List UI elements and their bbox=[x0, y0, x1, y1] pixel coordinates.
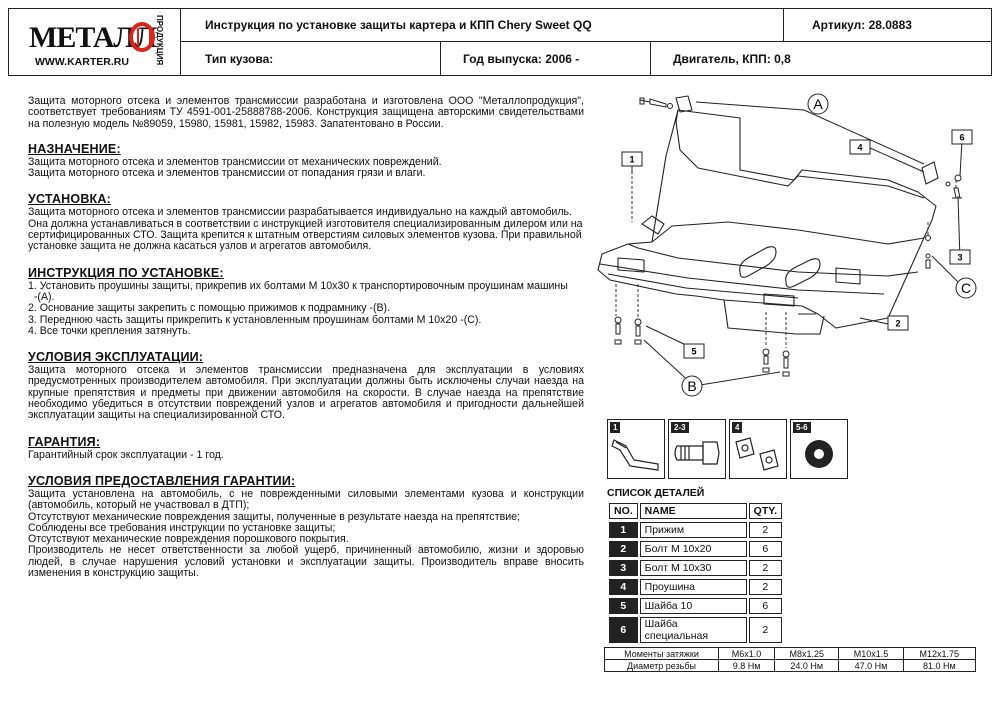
part-no: 1 bbox=[609, 522, 638, 538]
logo-emblem-icon bbox=[129, 22, 155, 52]
table-row bbox=[609, 617, 782, 643]
section-heading: НАЗНАЧЕНИЕ: bbox=[28, 141, 121, 156]
body-type: Тип кузова: bbox=[181, 42, 441, 75]
point-label: B bbox=[687, 378, 697, 394]
part-no: 2 bbox=[609, 541, 638, 557]
icon-tag: 4 bbox=[732, 422, 742, 433]
warranty-section bbox=[28, 434, 584, 461]
torque-cell: 47.0 Нм bbox=[839, 660, 903, 672]
callout-label: 2 bbox=[895, 318, 901, 329]
torque-cell: M10x1.5 bbox=[839, 648, 903, 660]
instruction-step: 3. Переднюю часть защиты прикрепить к установленным проушинам болтами М 10х20 -(С). bbox=[28, 313, 482, 326]
parts-list-table bbox=[607, 500, 784, 646]
header-qty: QTY. bbox=[749, 503, 782, 519]
document-title: Инструкция по установке защиты картера и КПП Chery Sweet QQ bbox=[181, 9, 784, 41]
torque-table bbox=[604, 647, 976, 672]
warranty-terms-line: Соблюдены все требования инструкции по установке защиты; bbox=[28, 521, 336, 534]
table-row bbox=[609, 522, 782, 538]
install-section bbox=[28, 191, 584, 252]
table-row bbox=[609, 579, 782, 595]
part-qty: 2 bbox=[749, 522, 782, 538]
warranty-terms-paragraph: Производитель не несет ответственности за любой ущерб, причиненный автомобилю, жизни и здоровью людей, в случае нарушения условий установки и эксплуатации защиты. Производитель вправе вносить изменения в конструкцию защиты. bbox=[28, 544, 584, 580]
warranty-terms-line: Отсутствуют механические повреждения защиты, полученные в результате наезда на препятствие; bbox=[28, 510, 520, 523]
part-icon-bolt bbox=[668, 419, 726, 479]
engine-gearbox: Двигатель, КПП: 0,8 bbox=[673, 51, 791, 66]
article-number: Артикул: 28.0883 bbox=[812, 18, 912, 32]
part-name: Шайба специальная bbox=[640, 617, 747, 643]
torque-cell: 9.8 Нм bbox=[719, 660, 775, 672]
section-heading: ГАРАНТИЯ: bbox=[28, 434, 101, 449]
point-label: A bbox=[813, 96, 823, 112]
table-header-row bbox=[609, 503, 782, 519]
intro-paragraph: Защита моторного отсека и элементов трансмиссии разработана и изготовлена ООО "Металлопродукция", соответствует требованиям ТУ 4591-001-25888788-2006. Конструкция защищена авторскими свидетельствами на полезную модель №89059, 15980, 15981, 15982, 15983. Запатентовано в России. bbox=[28, 95, 584, 130]
table-row bbox=[609, 560, 782, 576]
warranty-terms-line: Отсутствуют механические повреждения порошкового покрытия. bbox=[28, 533, 349, 546]
header-no: NO. bbox=[609, 503, 638, 519]
year-of-manufacture: Год выпуска: 2006 - bbox=[441, 42, 651, 75]
install-text: Защита моторного отсека и элементов трансмиссии разрабатывается индивидуально на каждый автомобиль. Она должна устанавливаться в соответствии с инструкцией изготовителя специализированным дилером или на сертифицированных СТО. Защита крепится к штатным отверстиям силовых элементов кузова. При правильной установке защита не должна касаться узлов и агрегатов автомобиля. bbox=[28, 206, 583, 253]
parts-list-title: СПИСОК ДЕТАЛЕЙ bbox=[607, 487, 705, 499]
instructions-text-column bbox=[28, 96, 584, 579]
part-qty: 2 bbox=[749, 560, 782, 576]
logo-name: МЕТАЛЛ bbox=[29, 21, 157, 54]
part-name: Болт М 10х20 bbox=[640, 541, 747, 557]
callout-label: 4 bbox=[857, 142, 863, 153]
part-icon-clamp bbox=[607, 419, 665, 479]
part-no: 3 bbox=[609, 560, 638, 576]
assembly-drawing bbox=[588, 88, 992, 408]
torque-label: Моменты затяжки bbox=[605, 648, 719, 660]
company-logo bbox=[9, 9, 181, 75]
point-label: C bbox=[960, 280, 972, 296]
part-qty: 2 bbox=[749, 617, 782, 643]
torque-cell: 81.0 Нм bbox=[903, 660, 975, 672]
part-qty: 6 bbox=[749, 541, 782, 557]
section-heading: ИНСТРУКЦИЯ ПО УСТАНОВКЕ: bbox=[28, 265, 224, 280]
part-name: Шайба 10 bbox=[640, 598, 747, 614]
part-qty: 6 bbox=[749, 598, 782, 614]
callout-label: 1 bbox=[629, 154, 635, 165]
purpose-line: Защита моторного отсека и элементов трансмиссии от попадания грязи и влаги. bbox=[28, 167, 426, 180]
section-heading: УСТАНОВКА: bbox=[28, 192, 111, 207]
warranty-terms-section bbox=[28, 473, 584, 579]
torque-label: Диаметр резьбы bbox=[605, 660, 719, 672]
callout-label: 3 bbox=[957, 252, 963, 263]
section-heading: УСЛОВИЯ ПРЕДОСТАВЛЕНИЯ ГАРАНТИИ: bbox=[28, 473, 296, 488]
icon-tag: 2-3 bbox=[671, 422, 689, 433]
logo-url: WWW.KARTER.RU bbox=[35, 56, 129, 68]
instruction-step: 1. Установить проушины защиты, прикрепив их болтами М 10х30 к транспортировочным проушинам машины bbox=[28, 279, 568, 292]
purpose-section bbox=[28, 141, 584, 180]
slot-left bbox=[740, 247, 776, 278]
operation-section bbox=[28, 349, 584, 421]
part-no: 4 bbox=[609, 579, 638, 595]
instruction-step: 4. Все точки крепления затянуть. bbox=[28, 324, 191, 337]
callout-label: 6 bbox=[959, 132, 965, 143]
instruction-step: -(А). bbox=[28, 290, 55, 303]
table-row bbox=[605, 660, 976, 672]
table-row bbox=[609, 598, 782, 614]
part-name: Болт М 10х30 bbox=[640, 560, 747, 576]
torque-cell: 24.0 Нм bbox=[775, 660, 839, 672]
torque-cell: M12x1.75 bbox=[903, 648, 975, 660]
callout-label: 5 bbox=[691, 346, 697, 357]
part-no: 6 bbox=[609, 617, 638, 643]
torque-cell: M6x1.0 bbox=[719, 648, 775, 660]
part-qty: 2 bbox=[749, 579, 782, 595]
part-name: Прижим bbox=[640, 522, 747, 538]
torque-cell: M8x1.25 bbox=[775, 648, 839, 660]
operation-text: Защита моторного отсека и элементов трансмиссии предназначена для эксплуатации в условиях предусмотренных производителем автомобиля. При эксплуатации должны быть исключены случаи наезда на крупные препятствия и предметы при движении автомобиля на скорости. В случае наезда на препятствие необходимо убедиться в отсутствии повреждений узлов и агрегатов автомобиля и пригодности дальнейшей эксплуатации защиты на специализированной СТО. bbox=[28, 364, 584, 422]
part-icon-washer bbox=[790, 419, 848, 479]
icon-tag: 1 bbox=[610, 422, 620, 433]
icon-tag: 5-6 bbox=[793, 422, 811, 433]
table-row bbox=[609, 541, 782, 557]
table-row bbox=[605, 648, 976, 660]
part-icon-eyelet bbox=[729, 419, 787, 479]
part-name: Проушина bbox=[640, 579, 747, 595]
warranty-text: Гарантийный срок эксплуатации - 1 год. bbox=[28, 448, 224, 461]
logo-side-text: ПРОДУКЦИЯ bbox=[155, 15, 164, 66]
instruction-step: 2. Основание защиты закрепить с помощью прижимов к подрамнику -(В). bbox=[28, 302, 391, 315]
document-header bbox=[8, 8, 992, 76]
header-name: NAME bbox=[640, 503, 747, 519]
part-no: 5 bbox=[609, 598, 638, 614]
purpose-line: Защита моторного отсека и элементов трансмиссии от механических повреждений. bbox=[28, 155, 442, 168]
instruction-section bbox=[28, 265, 584, 337]
part-icons-strip bbox=[607, 419, 848, 481]
section-heading: УСЛОВИЯ ЭКСПЛУАТАЦИИ: bbox=[28, 350, 204, 365]
warranty-terms-paragraph: Защита установлена на автомобиль, с не поврежденными силовыми элементами кузова и конструкции (автомобиль, который не участвовал в ДТП); bbox=[28, 487, 584, 512]
